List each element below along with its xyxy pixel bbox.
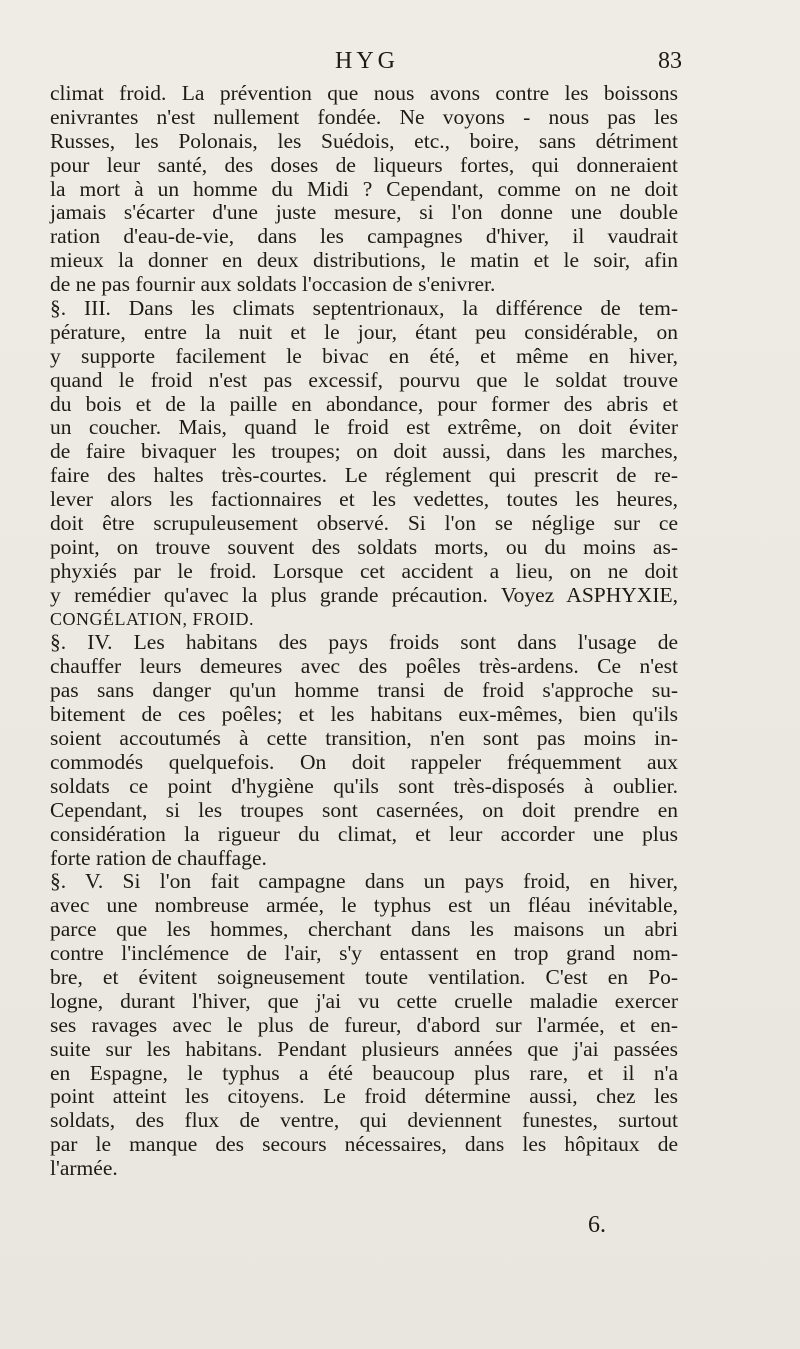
- running-head: [52, 48, 682, 84]
- text-line: de faire bivaquer les troupes; on doit aussi, dans les marches,: [50, 439, 678, 464]
- text-line: par le manque des secours nécessaires, dans les hôpitaux de: [50, 1132, 678, 1157]
- text-line: §. V. Si l'on fait campagne dans un pays froid, en hiver,: [50, 869, 678, 894]
- text-line: Cependant, si les troupes sont casernées, on doit prendre en: [50, 797, 678, 822]
- text-line: §. IV. Les habitans des pays froids sont dans l'usage de: [50, 630, 678, 655]
- text-line: ses ravages avec le plus de fureur, d'abord sur l'armée, et en-: [50, 1012, 678, 1037]
- text-line: §. III. Dans les climats septentrionaux, la différence de tem-: [50, 296, 678, 321]
- text-line: chauffer leurs demeures avec des poêles très-ardens. Ce n'est: [50, 654, 678, 679]
- text-line: avec une nombreuse armée, le typhus est un fléau inévitable,: [50, 893, 678, 918]
- text-line: phyxiés par le froid. Lorsque cet accident a lieu, on ne doit: [50, 558, 678, 583]
- text-line: logne, durant l'hiver, que j'ai vu cette cruelle maladie exercer: [50, 988, 678, 1013]
- text-line: de ne pas fournir aux soldats l'occasion de s'enivrer.: [50, 272, 496, 297]
- text-line: doit être scrupuleusement observé. Si l'on se néglige sur ce: [50, 511, 678, 536]
- text-line: pérature, entre la nuit et le jour, étant peu considérable, on: [50, 319, 678, 344]
- text-line: faire des haltes très-courtes. Le réglement qui prescrit de re-: [50, 463, 678, 488]
- text-line: soldats ce point d'hygiène qu'ils sont très-disposés à oublier.: [50, 773, 678, 798]
- page-number: 83: [658, 48, 682, 74]
- text-line: soient accoutumés à cette transition, n'en sont pas moins in-: [50, 726, 678, 751]
- text-line: considération la rigueur du climat, et leur accorder une plus: [50, 821, 678, 846]
- text-line: du bois et de la paille en abondance, pour former des abris et: [50, 391, 678, 416]
- text-line: bre, et évitent soigneusement toute ventilation. C'est en Po-: [50, 964, 678, 989]
- text-line: CONGÉLATION, FROID.: [50, 608, 254, 629]
- text-line: l'armée.: [50, 1156, 118, 1181]
- text-line: commodés quelquefois. On doit rappeler fréquemment aux: [50, 749, 678, 774]
- signature-mark: 6.: [588, 1212, 606, 1238]
- text-line: pour leur santé, des doses de liqueurs fortes, qui donneraient: [50, 152, 678, 177]
- text-line: un coucher. Mais, quand le froid est extrême, on doit éviter: [50, 415, 678, 440]
- text-line: climat froid. La prévention que nous avons contre les boissons: [50, 81, 678, 105]
- text-line: parce que les hommes, cherchant dans les maisons un abri: [50, 917, 678, 942]
- text-line: mieux la donner en deux distributions, le matin et le soir, afin: [50, 248, 678, 273]
- body-text: [50, 82, 678, 1181]
- text-line: point, on trouve souvent des soldats morts, ou du moins as-: [50, 534, 678, 559]
- text-line: la mort à un homme du Midi ? Cependant, comme on ne doit: [50, 176, 678, 201]
- running-head-title: HYG: [335, 48, 399, 74]
- text-line: lever alors les factionnaires et les vedettes, toutes les heures,: [50, 487, 678, 512]
- text-line: y supporte facilement le bivac en été, et même en hiver,: [50, 343, 678, 368]
- text-line: suite sur les habitans. Pendant plusieurs années que j'ai passées: [50, 1036, 678, 1061]
- text-line: contre l'inclémence de l'air, s'y entassent en trop grand nom-: [50, 941, 678, 966]
- text-line: forte ration de chauffage.: [50, 845, 267, 870]
- text-line: en Espagne, le typhus a été beaucoup plus rare, et il n'a: [50, 1060, 678, 1085]
- text-line: enivrantes n'est nullement fondée. Ne voyons - nous pas les: [50, 104, 678, 129]
- text-line: point atteint les citoyens. Le froid détermine aussi, chez les: [50, 1084, 678, 1109]
- text-line: quand le froid n'est pas excessif, pourvu que le soldat trouve: [50, 367, 678, 392]
- text-line: Russes, les Polonais, les Suédois, etc., boire, sans détriment: [50, 128, 678, 153]
- text-line: soldats, des flux de ventre, qui deviennent funestes, surtout: [50, 1108, 678, 1133]
- text-line: ration d'eau-de-vie, dans les campagnes d'hiver, il vaudrait: [50, 224, 678, 249]
- text-line: y remédier qu'avec la plus grande précaution. Voyez ASPHYXIE,: [50, 582, 678, 607]
- text-line: pas sans danger qu'un homme transi de froid s'approche su-: [50, 678, 678, 703]
- text-line: jamais s'écarter d'une juste mesure, si l'on donne une double: [50, 200, 678, 225]
- text-line: bitement de ces poêles; et les habitans eux-mêmes, bien qu'ils: [50, 702, 678, 727]
